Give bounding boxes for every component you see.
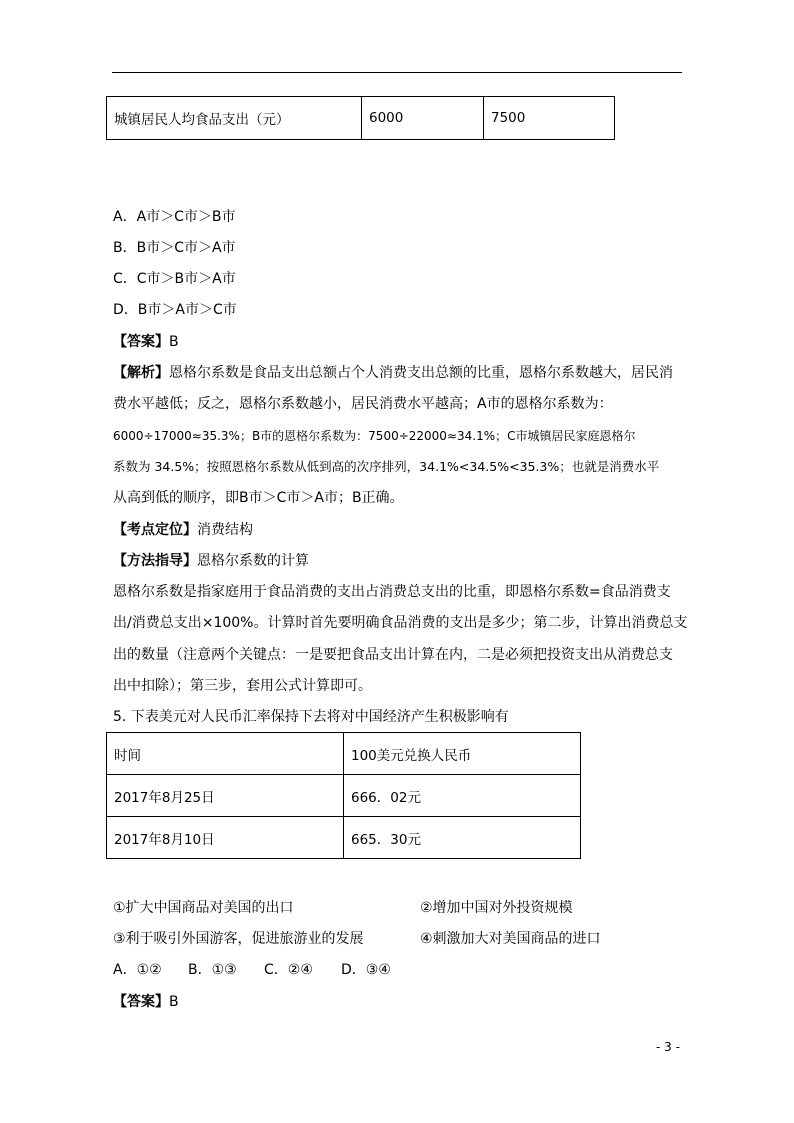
item-1: ①扩大中国商品对美国的出口 xyxy=(113,900,294,916)
method-body-line: 出中扣除）；第三步，套用公式计算即可。 xyxy=(113,678,372,694)
method-line xyxy=(113,551,309,571)
option-a: A．A市＞C市＞B市 xyxy=(113,209,236,225)
table-cell: 2017年8月25日 xyxy=(107,775,344,817)
item-4: ④刺激加大对美国商品的进口 xyxy=(420,931,601,947)
analysis-line: 6000÷17000≈35.3%；B市的恩格尔系数为：7500÷22000≈34.1%；C市城镇居民家庭恩格尔 xyxy=(113,429,636,443)
header-rule xyxy=(112,72,682,73)
table-cell: 6000 xyxy=(362,97,484,140)
answer-tag: 【答案】 xyxy=(113,334,169,350)
analysis-line: 从高到低的顺序，即B市＞C市＞A市；B正确。 xyxy=(113,490,404,506)
choice-a: A．①② xyxy=(113,962,162,978)
choice-b: B．①③ xyxy=(188,962,237,978)
analysis-line: 系数为 34.5%；按照恩格尔系数从低到高的次序排列，34.1%<34.5%<35.3%；也就是消费水平 xyxy=(113,459,660,474)
item-2: ②增加中国对外投资规模 xyxy=(420,900,573,916)
answer-line xyxy=(113,332,179,352)
answer-line xyxy=(113,992,179,1012)
table-cell: 666．02元 xyxy=(344,775,581,817)
table-cell: 665．30元 xyxy=(344,817,581,859)
item-3: ③利于吸引外国游客，促进旅游业的发展 xyxy=(113,931,364,947)
page-number: - 3 - xyxy=(656,1040,680,1054)
answer-value: B xyxy=(169,994,179,1010)
question-5-stem: 5. 下表美元对人民币汇率保持下去将对中国经济产生积极影响有 xyxy=(113,709,509,725)
food-expense-table xyxy=(106,96,615,140)
choice-c: C．②④ xyxy=(264,962,313,978)
analysis-line xyxy=(113,363,673,383)
method-text: 恩格尔系数的计算 xyxy=(197,553,309,569)
table-row xyxy=(107,97,615,140)
analysis-line: 费水平越低；反之，恩格尔系数越小，居民消费水平越高；A市的恩格尔系数为： xyxy=(113,396,613,412)
table-cell: 城镇居民人均食品支出（元） xyxy=(107,97,362,140)
method-body-line: 出的数量（注意两个关键点：一是要把食品支出计算在内，二是必须把投资支出从消费总支 xyxy=(113,647,673,663)
method-body-line: 出/消费总支出×100%。计算时首先要明确食品消费的支出是多少；第二步，计算出消费总支 xyxy=(113,615,688,631)
answer-value: B xyxy=(169,334,179,350)
method-body-line: 恩格尔系数是指家庭用于食品消费的支出占消费总支出的比重，即恩格尔系数=食品消费支 xyxy=(113,584,671,600)
table-header-cell: 100美元兑换人民币 xyxy=(344,733,581,775)
table-header-cell: 时间 xyxy=(107,733,344,775)
exchange-rate-table xyxy=(106,732,581,859)
point-tag: 【考点定位】 xyxy=(113,522,197,538)
analysis-text: 恩格尔系数是食品支出总额占个人消费支出总额的比重，恩格尔系数越大，居民消 xyxy=(169,365,673,381)
option-c: C．C市＞B市＞A市 xyxy=(113,271,236,287)
choice-d: D．③④ xyxy=(341,962,391,978)
point-text: 消费结构 xyxy=(197,522,253,538)
method-tag: 【方法指导】 xyxy=(113,553,197,569)
table-cell: 2017年8月10日 xyxy=(107,817,344,859)
table-row xyxy=(107,733,581,775)
table-row xyxy=(107,775,581,817)
table-cell: 7500 xyxy=(484,97,615,140)
table-row xyxy=(107,817,581,859)
analysis-tag: 【解析】 xyxy=(113,365,169,381)
answer-tag: 【答案】 xyxy=(113,994,169,1010)
point-line xyxy=(113,520,253,540)
option-b: B．B市＞C市＞A市 xyxy=(113,240,236,256)
option-d: D．B市＞A市＞C市 xyxy=(113,302,237,318)
